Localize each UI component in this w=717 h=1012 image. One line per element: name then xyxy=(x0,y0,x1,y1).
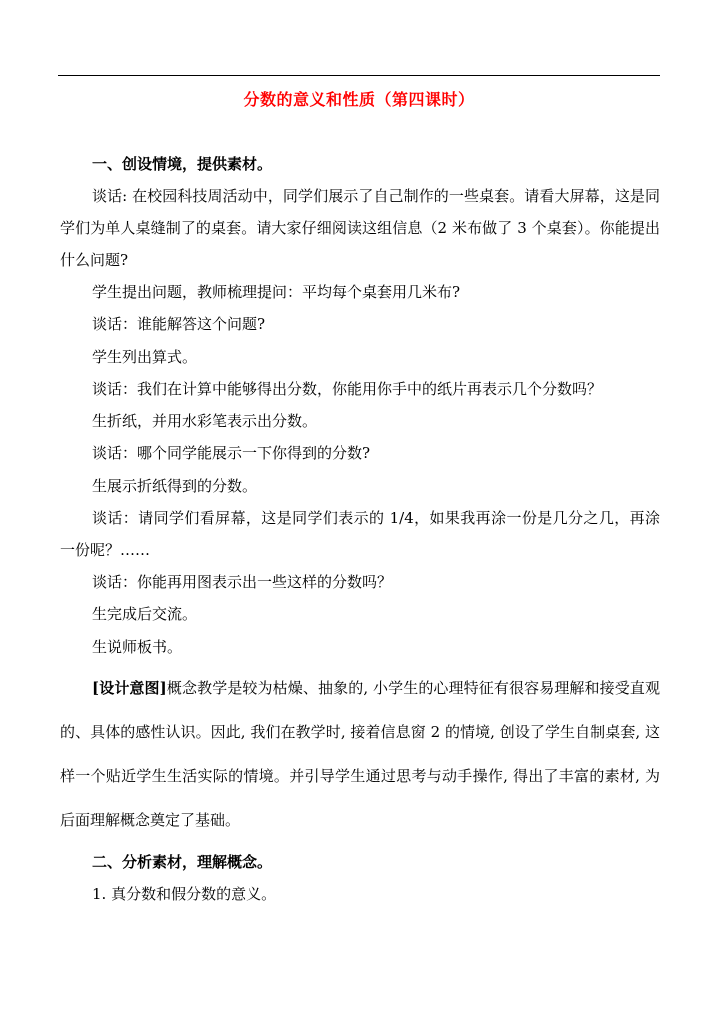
section-heading-1: 一、创设情境，提供素材。 xyxy=(92,155,273,173)
paragraph-line: 谈话：你能再用图表示出一些这样的分数吗？ xyxy=(92,573,393,592)
paragraph-line: 生说师板书。 xyxy=(92,637,183,656)
list-item: 1. 真分数和假分数的意义。 xyxy=(92,884,277,903)
design-intent-label: [设计意图] xyxy=(92,678,167,697)
paragraph-line: 生完成后交流。 xyxy=(92,605,198,624)
intro-paragraph: 谈话: 在校园科技周活动中，同学们展示了自己制作的一些桌套。请看大屏幕，这是同学们为单人桌缝制了的桌套。请大家仔细阅读这组信息（2 米布做了 3 个桌套）。你能提出什么问题? xyxy=(60,187,660,269)
paragraph-line: 谈话：哪个同学能展示一下你得到的分数? xyxy=(92,444,371,463)
paragraph-line: 生展示折纸得到的分数。 xyxy=(92,476,258,495)
section-heading-2: 二、分析素材，理解概念。 xyxy=(92,852,273,871)
paragraph-line: 谈话：谁能解答这个问题? xyxy=(92,315,266,334)
paragraph-line: 学生提出问题，教师梳理提问：平均每个桌套用几米布? xyxy=(92,283,461,301)
document-title: 分数的意义和性质（第四课时） xyxy=(243,90,475,109)
design-intent-text: 概念教学是较为枯燥、抽象的, 小学生的心理特征有很容易理解和接受直观的、具体的感性认识。因此, 我们在教学时, 接着信息窗 2 的情境, 创设了学生自制桌套, 这样一个贴近学生生活实际的情境。并引导学生通过思考与动手操作, 得出了丰富的素材, 为后面理解概念奠定了基础。 xyxy=(60,678,660,829)
document-body xyxy=(60,148,660,910)
screen-paragraph: 谈话：请同学们看屏幕，这是同学们表示的 1/4，如果我再涂一份是几分之几，再涂一份呢？…… xyxy=(60,509,660,560)
header-rule xyxy=(58,75,660,76)
paragraph-line: 生折纸，并用水彩笔表示出分数。 xyxy=(92,412,318,431)
paragraph-line: 学生列出算式。 xyxy=(92,347,198,366)
paragraph-line: 谈话：我们在计算中能够得出分数，你能用你手中的纸片再表示几个分数吗？ xyxy=(92,379,603,398)
design-intent-paragraph xyxy=(60,666,660,842)
